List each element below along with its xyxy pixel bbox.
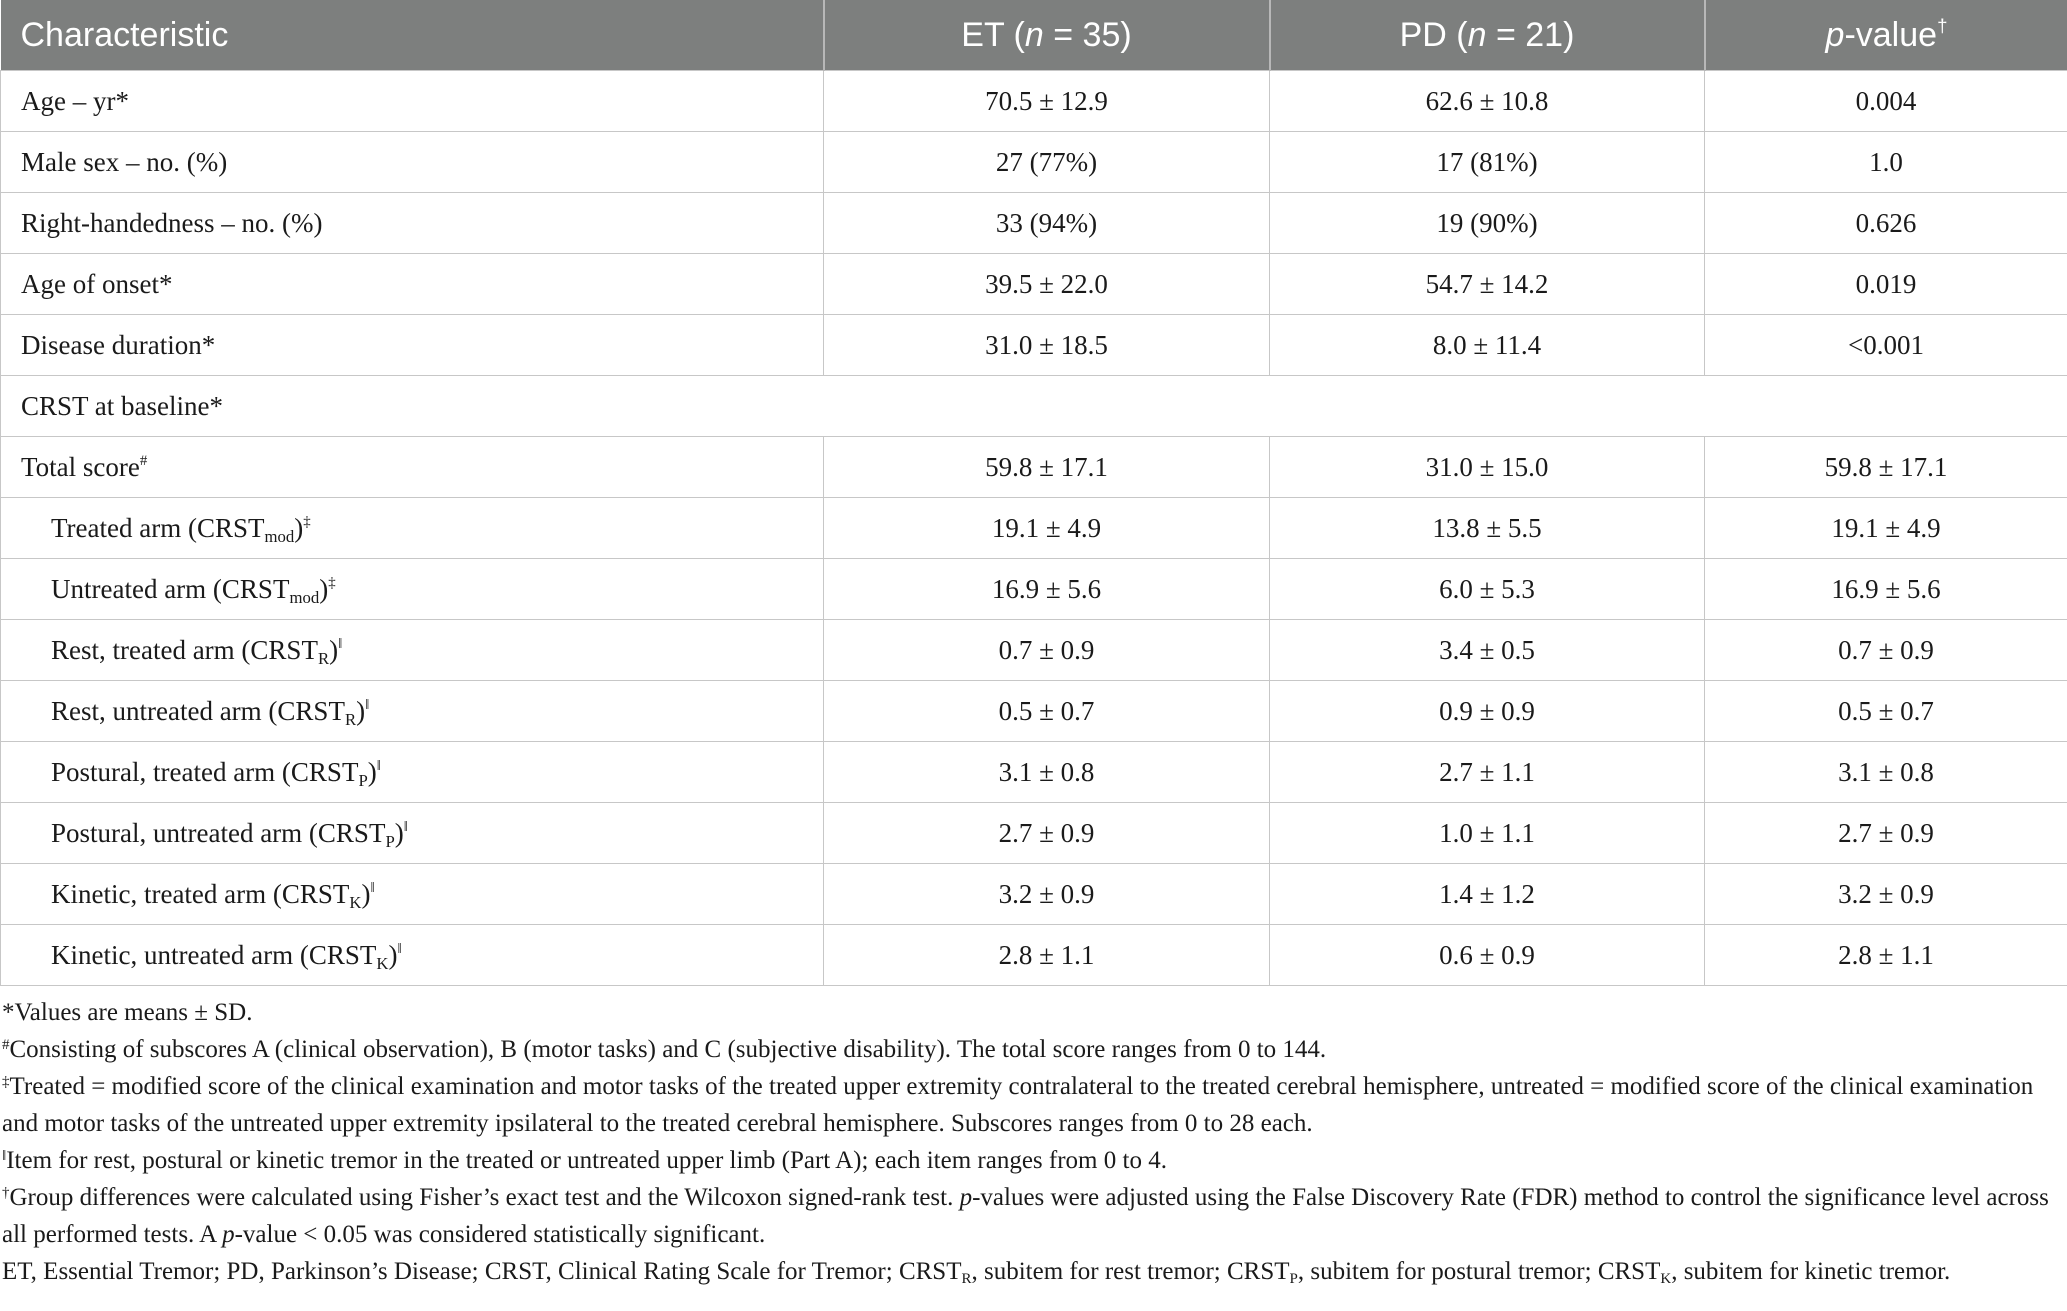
footnote-text: Group differences were calculated using Fisher’s exact test and the Wilcoxon signed-rank test. [9,1184,960,1211]
row-label-text: Kinetic, untreated arm (CRST [51,939,377,970]
cell-p-value: 0.626 [1705,193,2067,254]
header-p-rest: -value [1844,15,1938,54]
cell-pd: 6.0 ± 5.3 [1270,559,1705,620]
row-label-close: ) [394,817,404,848]
cell-et: 33 (94%) [824,193,1270,254]
footnote-text: , subitem for kinetic tremor. [1671,1258,1951,1285]
cell-pd: 54.7 ± 14.2 [1270,254,1705,315]
row-label-text: Rest, treated arm (CRST [51,634,318,665]
row-label [1,254,824,315]
table-row [1,864,2067,925]
row-label-close: ) [367,756,377,787]
table-row [1,559,2067,620]
cell-et: 27 (77%) [824,132,1270,193]
cell-et: 2.8 ± 1.1 [824,925,1270,986]
cell-pd: 19 (90%) [1270,193,1705,254]
footnote-text: -values were adjusted using the False Discovery Rate (FDR) method to control the significance level across all performed tests. A [2,1184,2049,1248]
row-label [1,132,824,193]
row-label-close: ) [319,573,329,604]
row-label-footnote-mark: ǁ [370,879,375,896]
cell-pd: 1.0 ± 1.1 [1270,803,1705,864]
row-label-text: Right-handedness – no. (%) [21,207,323,238]
row-label-footnote-mark: ǁ [397,940,402,957]
footnote-text: -value < 0.05 was considered statistically significant. [234,1221,766,1248]
header-pd-n: n [1467,15,1487,54]
row-label-footnote-mark: ǁ [376,757,381,774]
row-label-close: ) [361,878,371,909]
row-label-footnote-mark: ǁ [403,818,408,835]
table-row [1,925,2067,986]
footnote-mark-dagger: † [2,1184,10,1201]
footnote-p-italic: p [959,1184,973,1211]
row-label-subscript: K [349,892,362,912]
cell-et: 2.7 ± 0.9 [824,803,1270,864]
table-row [1,437,2067,498]
row-label-footnote-mark: ‡ [328,574,336,591]
header-pd [1270,0,1705,71]
row-label-text: Age – yr* [21,85,129,116]
header-et-prefix: ET ( [961,15,1025,54]
header-et [824,0,1270,71]
cell-p-value: 0.004 [1705,71,2067,132]
row-label-text: Male sex – no. (%) [21,146,228,177]
cell-et: 39.5 ± 22.0 [824,254,1270,315]
footnote-abbreviations [2,1253,2067,1290]
row-label [1,376,2067,437]
cell-et: 31.0 ± 18.5 [824,315,1270,376]
table-row [1,71,2067,132]
cell-pd: 0.6 ± 0.9 [1270,925,1705,986]
row-label [1,803,824,864]
row-label [1,620,824,681]
row-label [1,193,824,254]
footnote-text: ET, Essential Tremor; PD, Parkinson’s Disease; CRST, Clinical Rating Scale for Tremor; CRST [2,1258,962,1285]
footnote-text: Item for rest, postural or kinetic tremor in the treated or untreated upper limb (Part A); each item ranges from 0 to 4. [6,1147,1167,1174]
header-pd-prefix: PD ( [1399,15,1468,54]
row-label-text: Age of onset* [21,268,173,299]
footnote-text: , subitem for rest tremor; CRST [971,1258,1290,1285]
cell-pd: 17 (81%) [1270,132,1705,193]
table-row [1,498,2067,559]
footnote-p-italic: p [222,1221,235,1248]
cell-et: 59.8 ± 17.1 [824,437,1270,498]
row-label-text: Total score [21,451,140,482]
cell-p-value: 0.019 [1705,254,2067,315]
table-footnotes [0,986,2067,1290]
table-row [1,742,2067,803]
cell-p-value: 59.8 ± 17.1 [1705,437,2067,498]
row-label-subscript: mod [264,526,295,546]
cell-p-value: 19.1 ± 4.9 [1705,498,2067,559]
table-row [1,620,2067,681]
cell-p-value: 1.0 [1705,132,2067,193]
cell-et: 3.2 ± 0.9 [824,864,1270,925]
row-label [1,925,824,986]
footnote-mark-hash: # [2,1036,10,1053]
header-characteristic: Characteristic [1,0,824,71]
footnote-statistics [2,1179,2067,1253]
row-label [1,559,824,620]
header-et-suffix: = 35) [1043,15,1132,54]
header-et-n: n [1024,15,1044,54]
table-row [1,376,2067,437]
row-label-footnote-mark: ǁ [338,635,343,652]
row-label-close: ) [294,512,304,543]
footnote-values: *Values are means ± SD. [2,999,253,1026]
row-label-close: ) [388,939,398,970]
row-label [1,681,824,742]
header-p-value [1705,0,2067,71]
footnote-items [2,1142,2067,1179]
table-row [1,803,2067,864]
row-label-subscript: R [317,648,330,668]
table-row [1,193,2067,254]
row-label [1,315,824,376]
row-label [1,437,824,498]
cell-pd: 31.0 ± 15.0 [1270,437,1705,498]
cell-et: 16.9 ± 5.6 [824,559,1270,620]
cell-p-value: 3.1 ± 0.8 [1705,742,2067,803]
cell-p-value: 0.5 ± 0.7 [1705,681,2067,742]
row-label-footnote-mark: # [139,452,148,469]
cell-p-value: 2.8 ± 1.1 [1705,925,2067,986]
table-row [1,681,2067,742]
row-label-subscript: P [385,831,395,851]
row-label-text: Disease duration* [21,329,216,360]
row-label-text: Kinetic, treated arm (CRST [51,878,350,909]
cell-et: 70.5 ± 12.9 [824,71,1270,132]
row-label-footnote-mark: ‡ [303,513,311,530]
row-label-text: Treated arm (CRST [51,512,265,543]
cell-pd: 0.9 ± 0.9 [1270,681,1705,742]
row-label-text: Postural, untreated arm (CRST [51,817,386,848]
table-row [1,315,2067,376]
cell-p-value: <0.001 [1705,315,2067,376]
cell-p-value: 16.9 ± 5.6 [1705,559,2067,620]
row-label [1,742,824,803]
table-row [1,132,2067,193]
row-label-text: Untreated arm (CRST [51,573,290,604]
footnote-treated [2,1068,2067,1142]
cell-pd: 8.0 ± 11.4 [1270,315,1705,376]
footnote-sub: K [1660,1270,1672,1287]
row-label-text: CRST at baseline* [21,390,223,421]
row-label-footnote-mark: ǁ [365,696,370,713]
cell-p-value: 3.2 ± 0.9 [1705,864,2067,925]
row-label-subscript: K [376,953,389,973]
row-label-subscript: R [344,709,357,729]
row-label [1,498,824,559]
cell-pd: 62.6 ± 10.8 [1270,71,1705,132]
footnote-total-score [2,1031,2067,1068]
row-label-text: Postural, treated arm (CRST [51,756,359,787]
row-label-subscript: mod [289,587,320,607]
cell-et: 0.7 ± 0.9 [824,620,1270,681]
cell-p-value: 2.7 ± 0.9 [1705,803,2067,864]
header-p-mark: † [1937,14,1948,36]
cell-p-value: 0.7 ± 0.9 [1705,620,2067,681]
header-row [1,0,2067,71]
row-label [1,71,824,132]
footnote-mark-double-bar: ǁ [2,1147,7,1164]
table-row [1,254,2067,315]
footnote-text: , subitem for postural tremor; CRST [1297,1258,1661,1285]
row-label-subscript: P [358,770,368,790]
footnote-text: Consisting of subscores A (clinical observation), B (motor tasks) and C (subjective disability). The total score ranges from 0 to 144. [9,1036,1327,1063]
footnote-sub: R [961,1270,972,1287]
footnote-mark-ddagger: ‡ [2,1073,10,1090]
row-label-close: ) [356,695,366,726]
cell-pd: 2.7 ± 1.1 [1270,742,1705,803]
row-label-text: Rest, untreated arm (CRST [51,695,345,726]
cell-et: 19.1 ± 4.9 [824,498,1270,559]
row-label [1,864,824,925]
cell-pd: 13.8 ± 5.5 [1270,498,1705,559]
row-label-close: ) [329,634,339,665]
cell-pd: 1.4 ± 1.2 [1270,864,1705,925]
cell-et: 3.1 ± 0.8 [824,742,1270,803]
footnote-sub: P [1289,1270,1298,1287]
header-p-italic: p [1825,15,1845,54]
header-pd-suffix: = 21) [1486,15,1575,54]
cell-et: 0.5 ± 0.7 [824,681,1270,742]
cell-pd: 3.4 ± 0.5 [1270,620,1705,681]
footnote-text: Treated = modified score of the clinical examination and motor tasks of the treated upper extremity contralateral to the treated cerebral hemisphere, untreated = modified score of the clinical examination and motor tasks of the untreated upper extremity ipsilateral to the treated cerebral hemisphere. Subscores ranges from 0 to 28 each. [2,1073,2034,1137]
